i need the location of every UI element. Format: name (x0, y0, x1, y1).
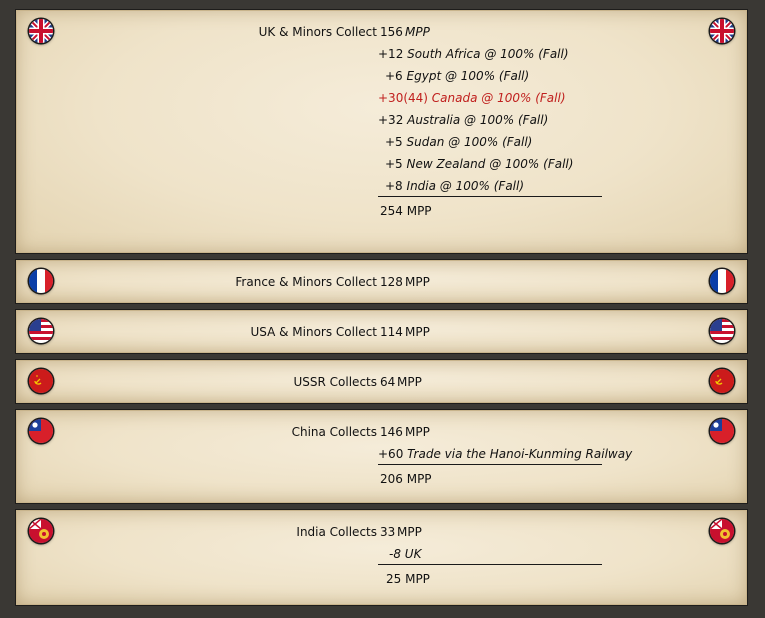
panel-uk (15, 9, 748, 254)
modifier-row (385, 157, 573, 171)
collect-base-amount: 156 (380, 25, 403, 39)
usa-flag-icon (710, 319, 734, 343)
modifier-amount: +5 (385, 157, 403, 171)
modifier-amount: +8 (385, 179, 403, 193)
collect-header: India Collects (296, 525, 377, 539)
collect-base-unit: MPP (397, 525, 422, 539)
modifier-row (385, 135, 532, 149)
sum-divider (378, 564, 602, 565)
collect-base-amount: 64 (380, 375, 396, 389)
panel-india (15, 509, 748, 606)
modifier-row (378, 47, 569, 61)
modifier-text: Egypt @ 100% (Fall) (406, 69, 530, 83)
sum-divider (378, 196, 602, 197)
modifier-row (385, 179, 524, 193)
modifier-text: Sudan @ 100% (Fall) (406, 135, 533, 149)
sum-divider (378, 464, 602, 465)
modifier-text: India @ 100% (Fall) (406, 179, 525, 193)
collect-base-unit: MPP (405, 25, 430, 39)
collect-header: USSR Collects (293, 375, 377, 389)
india-flag-icon (710, 519, 734, 543)
collect-base-unit: MPP (405, 275, 430, 289)
collect-base-unit: MPP (405, 425, 430, 439)
china-flag-icon (29, 419, 53, 443)
collect-header: France & Minors Collect (235, 275, 377, 289)
modifier-text: UK (404, 547, 422, 561)
modifier-amount: +12 (378, 47, 404, 61)
modifier-row (378, 91, 566, 105)
panel-ussr (15, 359, 748, 404)
panel-usa (15, 309, 748, 354)
collect-total: 25 MPP (386, 572, 430, 586)
modifier-row (378, 447, 632, 461)
modifier-text: Canada @ 100% (Fall) (431, 91, 566, 105)
collect-base-amount: 128 (380, 275, 403, 289)
modifier-amount: +6 (385, 69, 403, 83)
modifier-row (378, 113, 548, 127)
modifier-row (389, 547, 421, 561)
modifier-row (385, 69, 529, 83)
modifier-text: South Africa @ 100% (Fall) (407, 47, 569, 61)
ussr-flag-icon (710, 369, 734, 393)
uk-flag-icon (710, 19, 734, 43)
panel-france (15, 259, 748, 304)
modifier-amount: +30(44) (378, 91, 428, 105)
modifier-text: Trade via the Hanoi-Kunming Railway (403, 447, 633, 461)
uk-flag-icon (29, 19, 53, 43)
china-flag-icon (710, 419, 734, 443)
collect-base-unit: MPP (405, 325, 430, 339)
collect-header: UK & Minors Collect (258, 25, 377, 39)
collect-total: 254 MPP (380, 204, 432, 218)
modifier-amount: -8 (389, 547, 401, 561)
collect-header: China Collects (291, 425, 377, 439)
collect-total: 206 MPP (380, 472, 432, 486)
collect-base-amount: 146 (380, 425, 403, 439)
modifier-amount: +60 (378, 447, 404, 461)
france-flag-icon (710, 269, 734, 293)
usa-flag-icon (29, 319, 53, 343)
panel-china (15, 409, 748, 504)
india-flag-icon (29, 519, 53, 543)
modifier-text: New Zealand @ 100% (Fall) (406, 157, 574, 171)
modifier-text: Australia @ 100% (Fall) (407, 113, 549, 127)
collect-header: USA & Minors Collect (250, 325, 377, 339)
collect-base-amount: 114 (380, 325, 403, 339)
collect-base-unit: MPP (397, 375, 422, 389)
modifier-amount: +5 (385, 135, 403, 149)
modifier-amount: +32 (378, 113, 404, 127)
ussr-flag-icon (29, 369, 53, 393)
collect-base-amount: 33 (380, 525, 396, 539)
france-flag-icon (29, 269, 53, 293)
